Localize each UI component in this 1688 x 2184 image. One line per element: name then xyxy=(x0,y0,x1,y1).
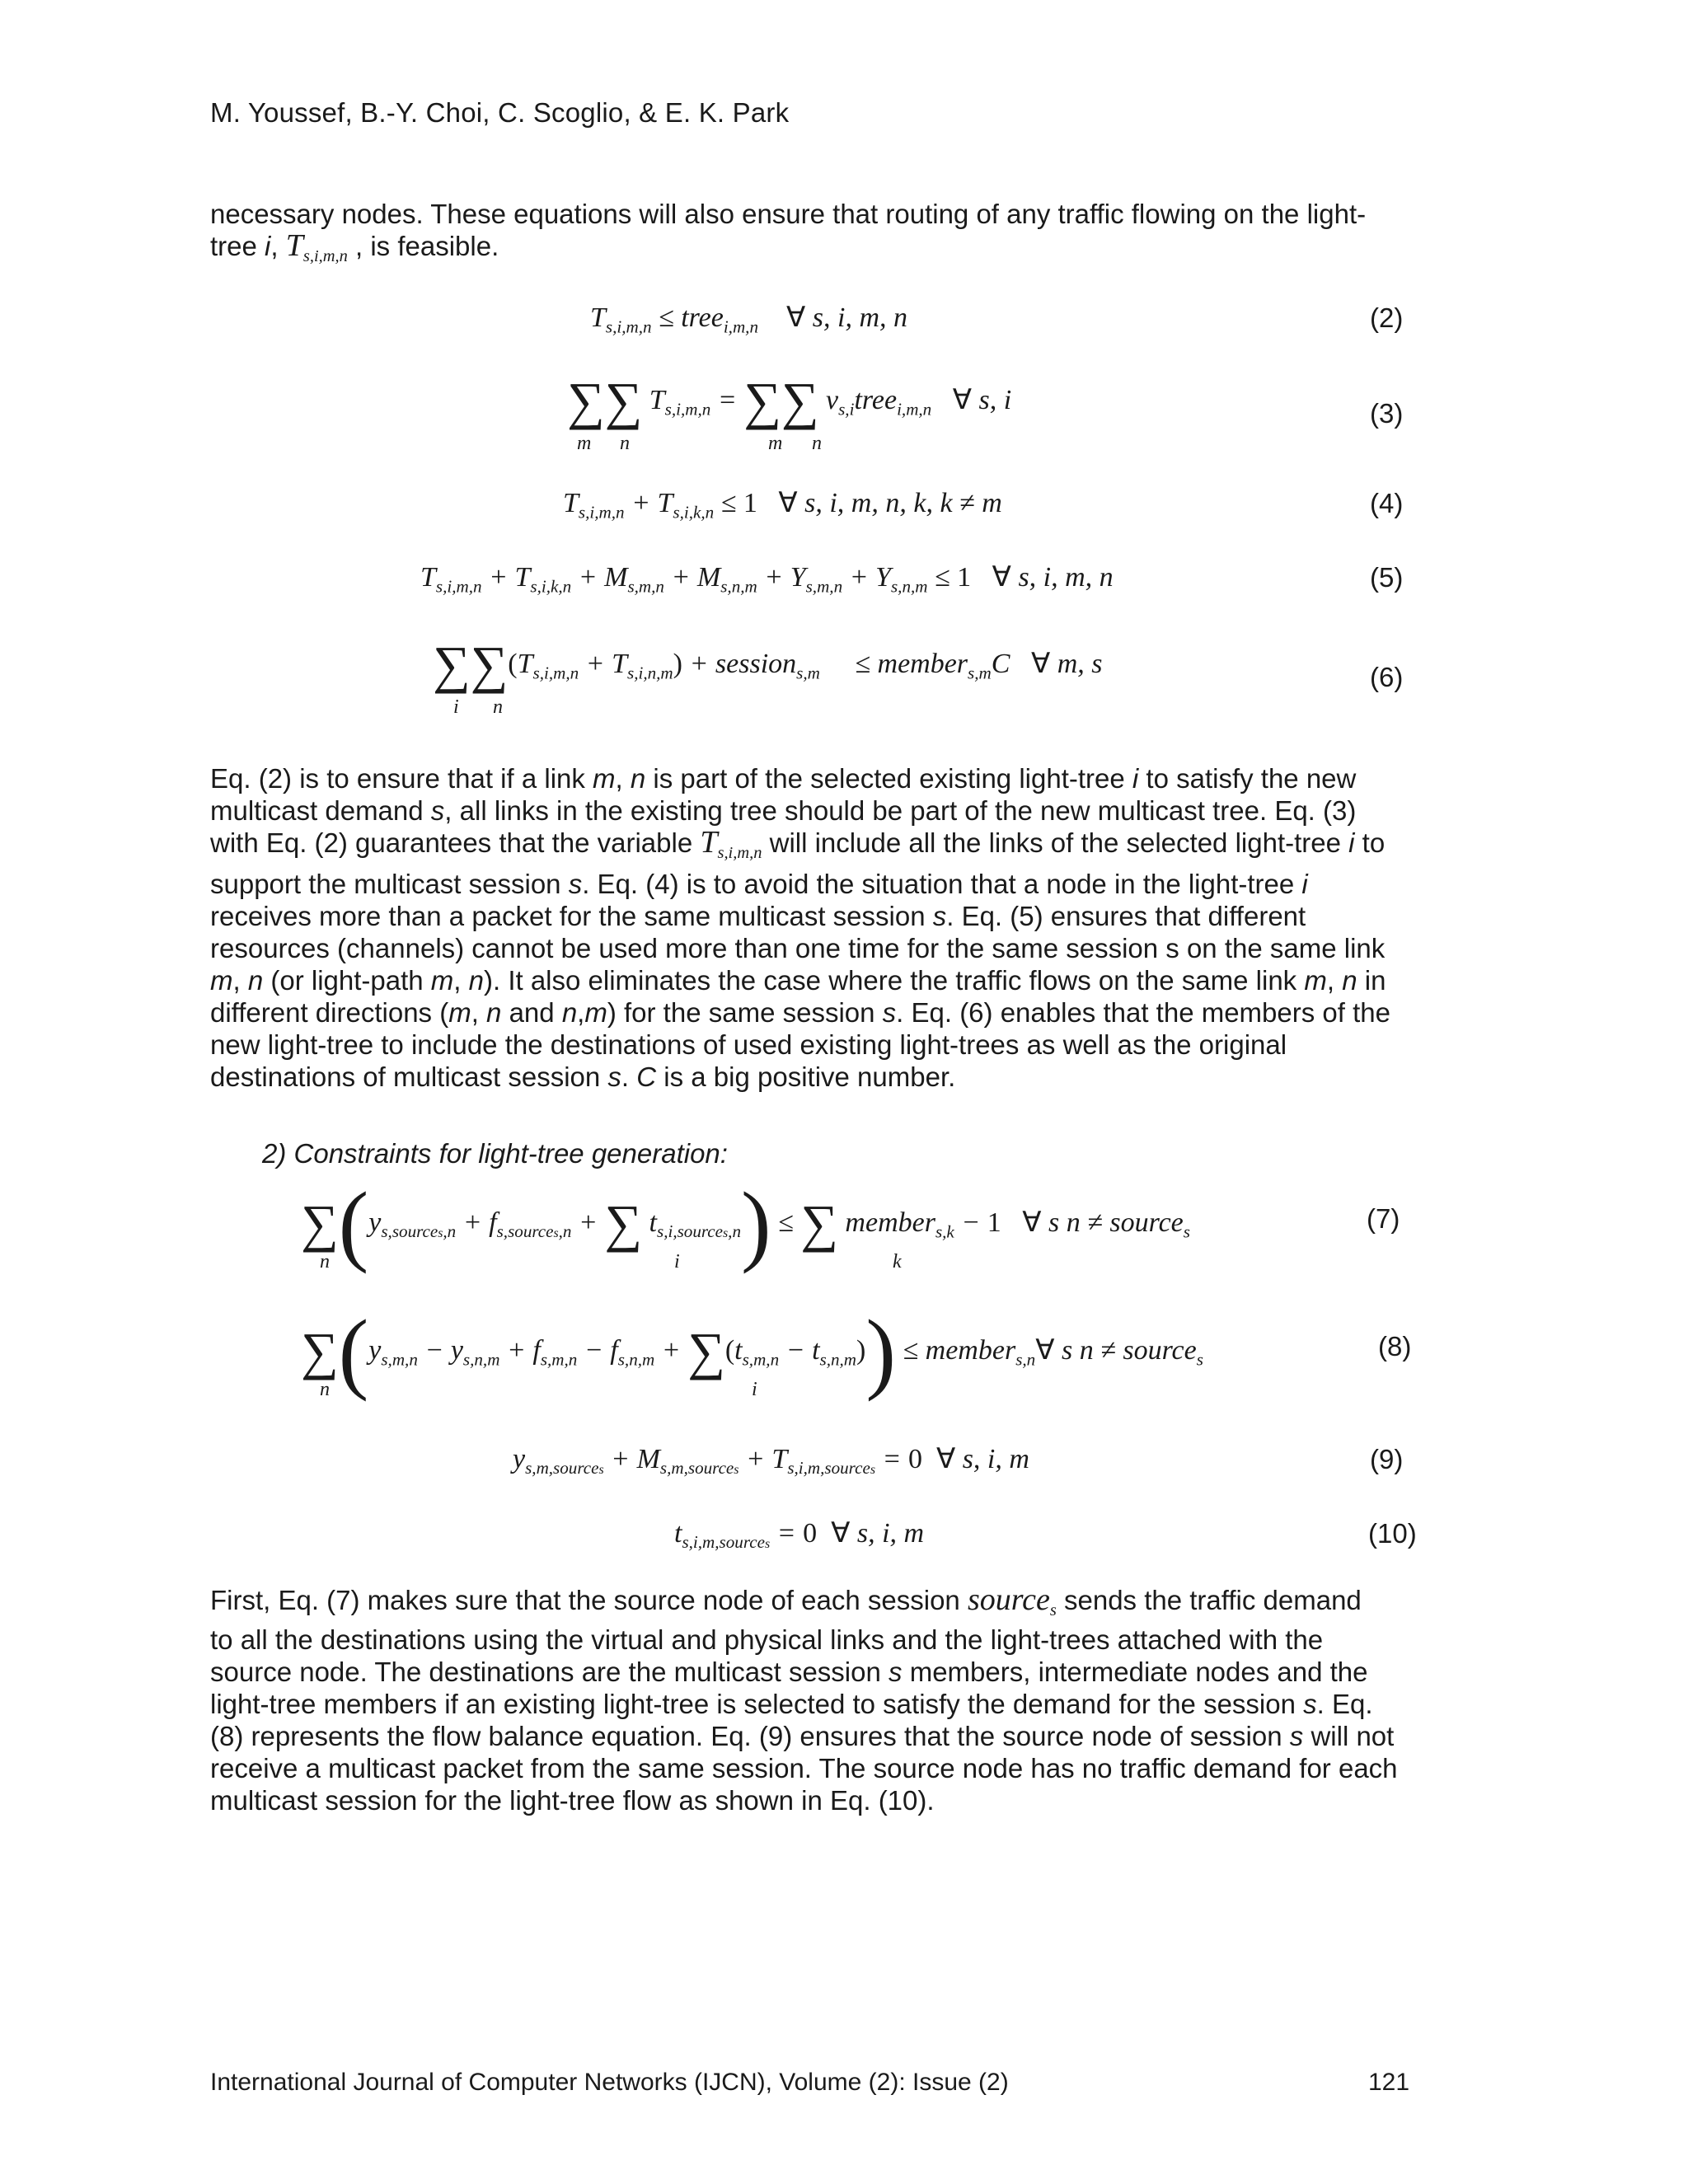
equation-number: (9) xyxy=(1370,1444,1404,1474)
equation-8: $\sum(y_{s,m,n} - y_{s,n,m} + f_{s,m,n} - f_{s,n,m} + \sum(t_{s,m,n} - t_{s,n,m}))$ ≤ member$_{s,n}$∀ s n ≠ source$_s$ n i (8) xyxy=(301,1301,1412,1402)
paragraph-line: to all the destinations using the virtual and physical links and the light-trees attached with the xyxy=(210,1624,1324,1655)
equation-9 xyxy=(0,1442,1688,1492)
equation-3: ∑∑ $T_{s,i,m,n}$ = ∑∑ $v_{s,i}tree_{i,m,n}$ ∀ s, i m n m n (3) xyxy=(567,372,1404,454)
paragraph-line: Eq. (2) is to ensure that if a link m, n is part of the selected existing light-tree i to satisfy the new xyxy=(210,763,1357,794)
paragraph-explanation-2 xyxy=(210,1584,1432,1816)
journal-footer: International Journal of Computer Networks (IJCN), Volume (2): Issue (2) xyxy=(210,2069,1009,2096)
paragraph-line: m, n (or light-path m, n). It also eliminates the case where the traffic flows on the same link m, n in xyxy=(210,965,1386,996)
equation-4 xyxy=(0,486,1688,536)
paragraph-line: different directions (m, n and n,m) for the same session s. Eq. (6) enables that the members of the xyxy=(210,997,1390,1028)
paragraph-line: multicast session for the light-tree flow as shown in Eq. (10). xyxy=(210,1785,935,1816)
paragraph-line: destinations of multicast session s. C is a big positive number. xyxy=(210,1062,956,1092)
equation-body: $\sum(y_{s,sources,n} + f_{s,sources,n}$ + ∑ $t_{s,i,sources,n}$) ≤ ∑ member$_{s,k}$ − 1 ∀ s n ≠ source$_s$ xyxy=(301,1174,1190,1274)
equation-body: $T_{s,i,m,n} + T_{s,i,k,n} + M_{s,m,n} + M_{s,n,m} + Y_{s,m,n} + Y_{s,n,m} \le 1$ ∀ s, i, m, n xyxy=(420,562,1114,597)
equation-5 xyxy=(0,560,1688,610)
equation-number: (8) xyxy=(1378,1331,1412,1361)
equation-7: $\sum(y_{s,sources,n} + f_{s,sources,n}$ + ∑ $t_{s,i,sources,n}$) ≤ ∑ member$_{s,k}$ − 1 ∀ s n ≠ source$_s$ n i k (7) xyxy=(301,1174,1400,1274)
equation-number: (2) xyxy=(1370,302,1404,333)
paragraph-line: support the multicast session s. Eq. (4) is to avoid the situation that a node in the light-tree i xyxy=(210,869,1308,899)
paragraph-line: First, Eq. (7) makes sure that the source node of each session source$_s$ sends the traffic demand xyxy=(210,1582,1362,1620)
paragraph-line: multicast demand s, all links in the existing tree should be part of the new multicast tree. Eq. (3) xyxy=(210,795,1357,826)
paragraph-line: (8) represents the flow balance equation. Eq. (9) ensures that the source node of session s will not xyxy=(210,1721,1395,1751)
subsection-heading: 2) Constraints for light-tree generation: xyxy=(262,1138,728,1169)
equation-body: $\sum\sum(T_{s,i,m,n} + T_{s,i,n,m})$ + session$_{s,m}$ ≤ member$_{s,m}$C ∀ m, s xyxy=(433,635,1103,694)
equation-number: (4) xyxy=(1370,488,1404,518)
paragraph-line: resources (channels) cannot be used more than one time for the same session s on the same link xyxy=(210,933,1386,963)
equation-body: $y_{s,m,sources} + M_{s,m,sources} + T_{s,i,m,sources} = 0$ ∀ s, i, m xyxy=(513,1444,1029,1479)
equation-10 xyxy=(0,1516,1688,1566)
page-number: 121 xyxy=(1368,2069,1410,2096)
equation-body: $T_{s,i,m,n}$ ≤ tree$_{i,m,n}$ ∀ s, i, m, n xyxy=(590,302,907,337)
paragraph-line: receives more than a packet for the same multicast session s. Eq. (5) ensures that different xyxy=(210,901,1306,931)
paragraph-line: receive a multicast packet from the same session. The source node has no traffic demand for each xyxy=(210,1753,1398,1783)
paragraph-line: light-tree members if an existing light-tree is selected to satisfy the demand for the session s. Eq. xyxy=(210,1689,1373,1719)
equation-number: (6) xyxy=(1370,662,1404,692)
equation-body: $T_{s,i,m,n} + T_{s,i,k,n} \le 1$ ∀ s, i, m, n, k, k ≠ m xyxy=(563,488,1002,523)
equation-6: $\sum\sum(T_{s,i,m,n} + T_{s,i,n,m})$ + session$_{s,m}$ ≤ member$_{s,m}$C ∀ m, s i n (6) xyxy=(433,635,1404,718)
paragraph-line: necessary nodes. These equations will also ensure that routing of any traffic flowing on the light- xyxy=(210,199,1367,229)
paragraph-line: new light-tree to include the destinations of used existing light-trees as well as the original xyxy=(210,1029,1287,1060)
paragraph-line: with Eq. (2) guarantees that the variable $T_{s,i,m,n}$ will include all the links of the selected light-tree i to xyxy=(210,825,1386,863)
equation-2 xyxy=(0,301,1688,350)
paragraph-intro xyxy=(210,198,1432,273)
paragraph-line: source node. The destinations are the multicast session s members, intermediate nodes and the xyxy=(210,1657,1368,1687)
equation-number: (3) xyxy=(1370,398,1404,429)
equation-body: $t_{s,i,m,sources} = 0$ ∀ s, i, m xyxy=(674,1518,925,1553)
equation-number: (5) xyxy=(1370,562,1404,593)
paragraph-explanation-1 xyxy=(210,762,1432,1093)
equation-number: (10) xyxy=(1368,1518,1417,1549)
running-header: M. Youssef, B.-Y. Choi, C. Scoglio, & E. K. Park xyxy=(210,97,790,128)
paragraph-line: tree i, $T_{s,i,m,n}$ , is feasible. xyxy=(210,228,499,266)
equation-body: $\sum(y_{s,m,n} - y_{s,n,m} + f_{s,m,n} - f_{s,n,m} + \sum(t_{s,m,n} - t_{s,n,m}))$ ≤ member$_{s,n}$∀ s n ≠ source$_s$ xyxy=(301,1301,1203,1402)
equation-body: ∑∑ $T_{s,i,m,n}$ = ∑∑ $v_{s,i}tree_{i,m,n}$ ∀ s, i xyxy=(567,372,1012,430)
equation-number: (7) xyxy=(1367,1203,1400,1234)
